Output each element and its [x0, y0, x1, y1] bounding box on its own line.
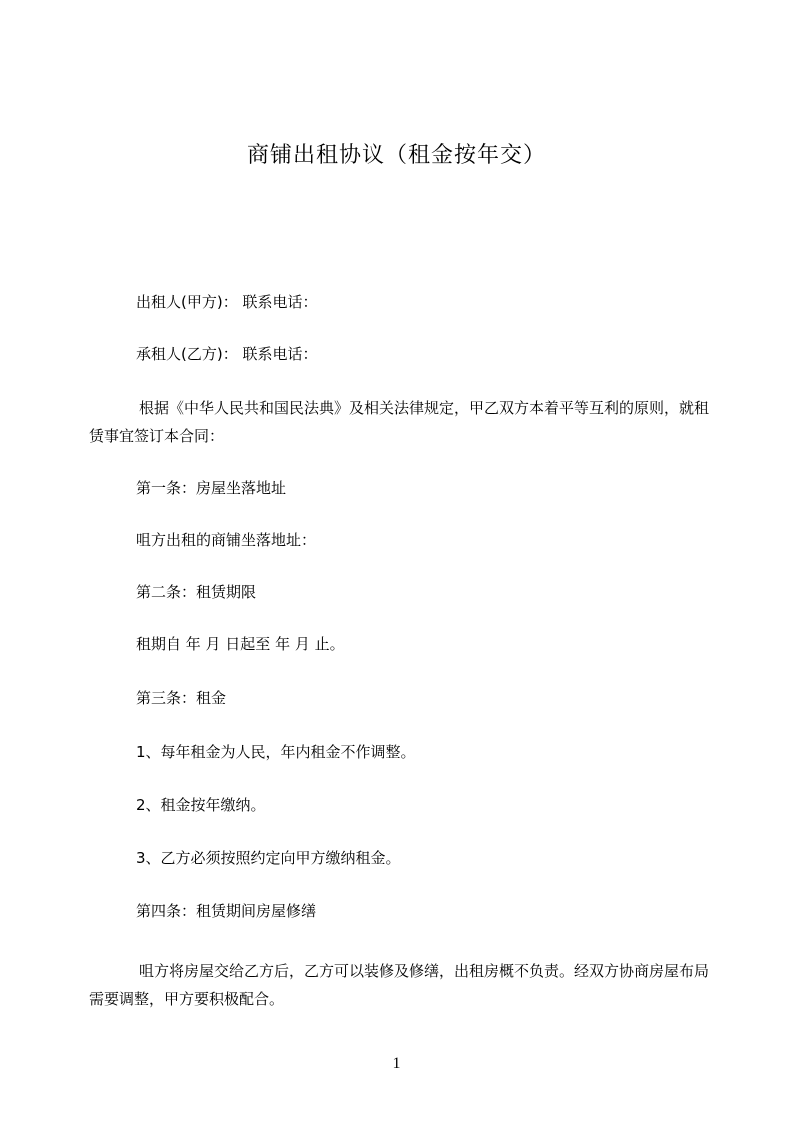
intro-paragraph [89, 394, 719, 450]
article3-heading: 第三条：租金 [136, 689, 227, 707]
page-number: 1 [392, 1055, 401, 1072]
article2-heading: 第二条：租赁期限 [136, 583, 257, 601]
document-title: 商铺出租协议（租金按年交） [246, 143, 546, 168]
article3-item-1: 1、每年租金为人民，年内租金不作调整。 [136, 743, 416, 761]
article1-text: 咀方出租的商铺坐落地址： [136, 531, 317, 549]
article4-paragraph [89, 957, 719, 1013]
lessor-line: 出租人(甲方)： 联系电话： [136, 293, 318, 311]
article2-text: 租期自 年 月 日起至 年 月 止。 [136, 635, 345, 653]
article3-item-3: 3、乙方必须按照约定向甲方缴纳租金。 [136, 849, 401, 867]
article3-item-2: 2、租金按年缴纳。 [136, 796, 266, 814]
article4-heading: 第四条：租赁期间房屋修缮 [136, 902, 317, 920]
intro-text: 根据《中华人民共和国民法典》及相关法律规定，甲乙双方本着平等互利的原则，就租赁事宜签订本合同： [89, 399, 710, 445]
lessee-line: 承租人(乙方)： 联系电话： [136, 345, 318, 363]
article1-heading: 第一条：房屋坐落地址 [136, 479, 287, 497]
article4-text: 咀方将房屋交给乙方后，乙方可以装修及修缮，出租房概不负责。经双方协商房屋布局需要调整，甲方要积极配合。 [89, 962, 710, 1008]
